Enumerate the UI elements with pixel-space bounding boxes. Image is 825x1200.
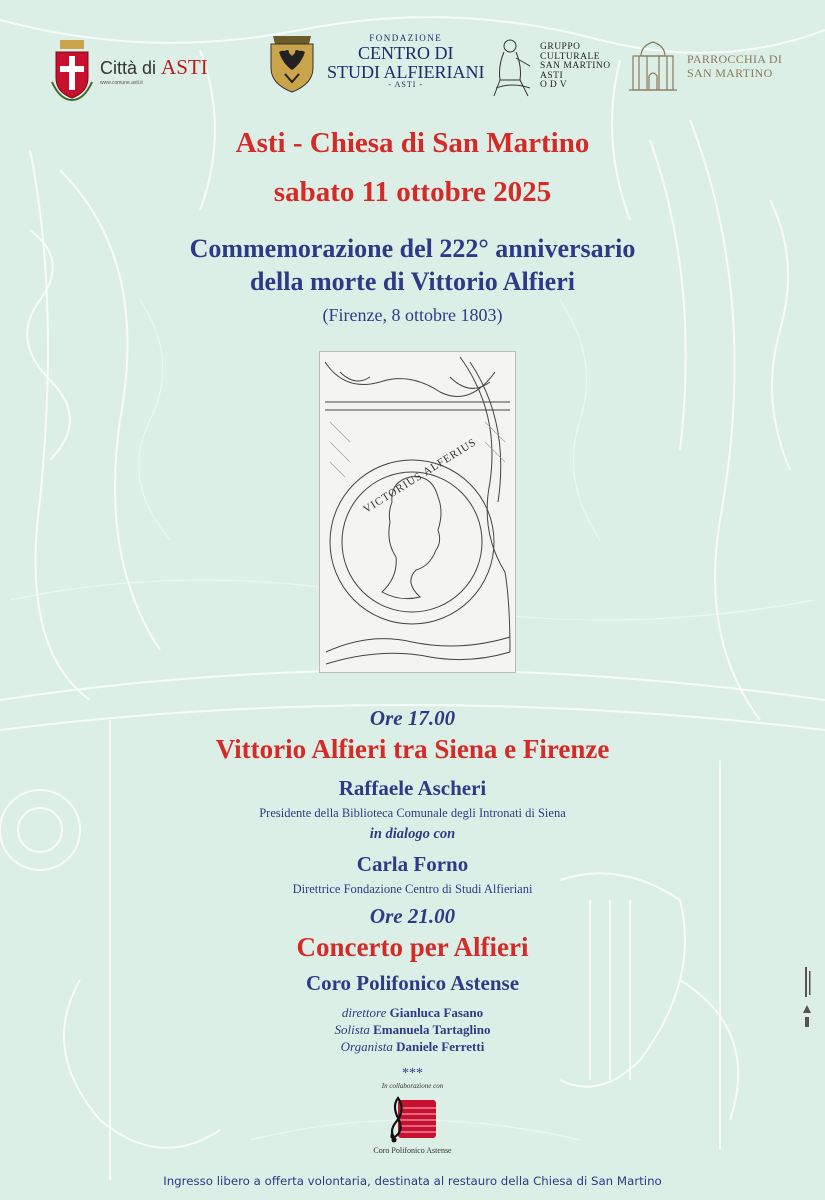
parrocchia-logo [625, 40, 782, 94]
comune-url: www.comune.asti.it [100, 79, 143, 86]
credit1-role: direttore [341, 1005, 387, 1020]
gruppo-line2: CULTURALE [540, 51, 601, 62]
parrocchia-line1: PARROCCHIA DI [687, 52, 783, 67]
saint-martin-icon [490, 36, 534, 98]
parrocchia-line2: SAN MARTINO [687, 66, 773, 80]
speaker1-role: Presidente della Biblioteca Comunale degli Intronati di Siena [259, 806, 566, 820]
second-event-title: Concerto per Alfieri [296, 932, 529, 962]
coro-polifonico-logo [384, 1092, 442, 1144]
church-facade-icon [625, 40, 681, 94]
gruppo-culturale-logo [490, 36, 611, 98]
credit3-name: Daniele Ferretti [396, 1039, 485, 1054]
treble-clef-icon [384, 1092, 442, 1144]
centro-asti-label: - ASTI - [388, 80, 424, 90]
centro-line3: STUDI ALFIERIANI [327, 61, 485, 82]
medallion-engraving [320, 352, 515, 672]
gruppo-line5: ODV [540, 80, 570, 91]
dialogue-connector: in dialogo con [369, 826, 456, 842]
separator-stars: *** [402, 1066, 423, 1081]
citta-di-label: Città di [100, 57, 157, 78]
first-event-title: Vittorio Alfieri tra Siena e Firenze [215, 734, 610, 764]
credit3-role: Organista [340, 1039, 393, 1054]
speaker1-name: Raffaele Ascheri [338, 776, 487, 800]
medallion-inscription: VICTORIUS ALFERIUS [361, 436, 479, 516]
gruppo-line1: GRUPPO [540, 42, 581, 53]
logo-row [0, 30, 825, 110]
event-place: Asti - Chiesa di San Martino [235, 127, 590, 159]
asti-crest-icon [50, 38, 94, 102]
admission-note: Ingresso libero a offerta volontaria, destinata al restauro della Chiesa di San Martino [163, 1174, 662, 1188]
printer-credit-mark [797, 965, 817, 1035]
commemoration-subtitle: (Firenze, 8 ottobre 1803) [322, 305, 503, 325]
centro-studi-alfieriani-logo [265, 30, 485, 94]
collaboration-label: In collaborazione con [381, 1082, 444, 1090]
title-line2: della morte di Vittorio Alfieri [250, 267, 575, 296]
citta-di-asti-logo [50, 38, 208, 102]
credit-soloist [0, 1021, 825, 1038]
commemoration-title [0, 232, 825, 298]
asti-label: ASTI [161, 54, 208, 79]
title-line1: Commemorazione del 222° anniversario [189, 234, 636, 263]
credit2-name: Emanuela Tartaglino [373, 1022, 491, 1037]
speaker2-role: Direttrice Fondazione Centro di Studi Alfieriani [292, 882, 533, 896]
gruppo-line3: SAN MARTINO [540, 61, 611, 72]
centro-fondazione-label: FONDAZIONE [369, 33, 443, 44]
alfieri-portrait-image [319, 351, 516, 673]
time-second-event: Ore 21.00 [369, 904, 456, 928]
concert-credits [0, 1004, 825, 1055]
time-first-event: Ore 17.00 [369, 706, 456, 730]
credit-director [0, 1004, 825, 1021]
centro-line2: CENTRO DI [358, 42, 454, 63]
credit2-role: Solista [334, 1022, 370, 1037]
speaker2-name: Carla Forno [356, 852, 469, 876]
coro-logo-label: Coro Polifonico Astense [373, 1146, 452, 1155]
choir-name: Coro Polifonico Astense [305, 971, 520, 995]
event-date: sabato 11 ottobre 2025 [273, 176, 552, 208]
eagle-crest-icon [265, 30, 319, 94]
credit1-name: Gianluca Fasano [389, 1005, 484, 1020]
credit-organist [0, 1038, 825, 1055]
gruppo-line4: ASTI [540, 70, 564, 81]
